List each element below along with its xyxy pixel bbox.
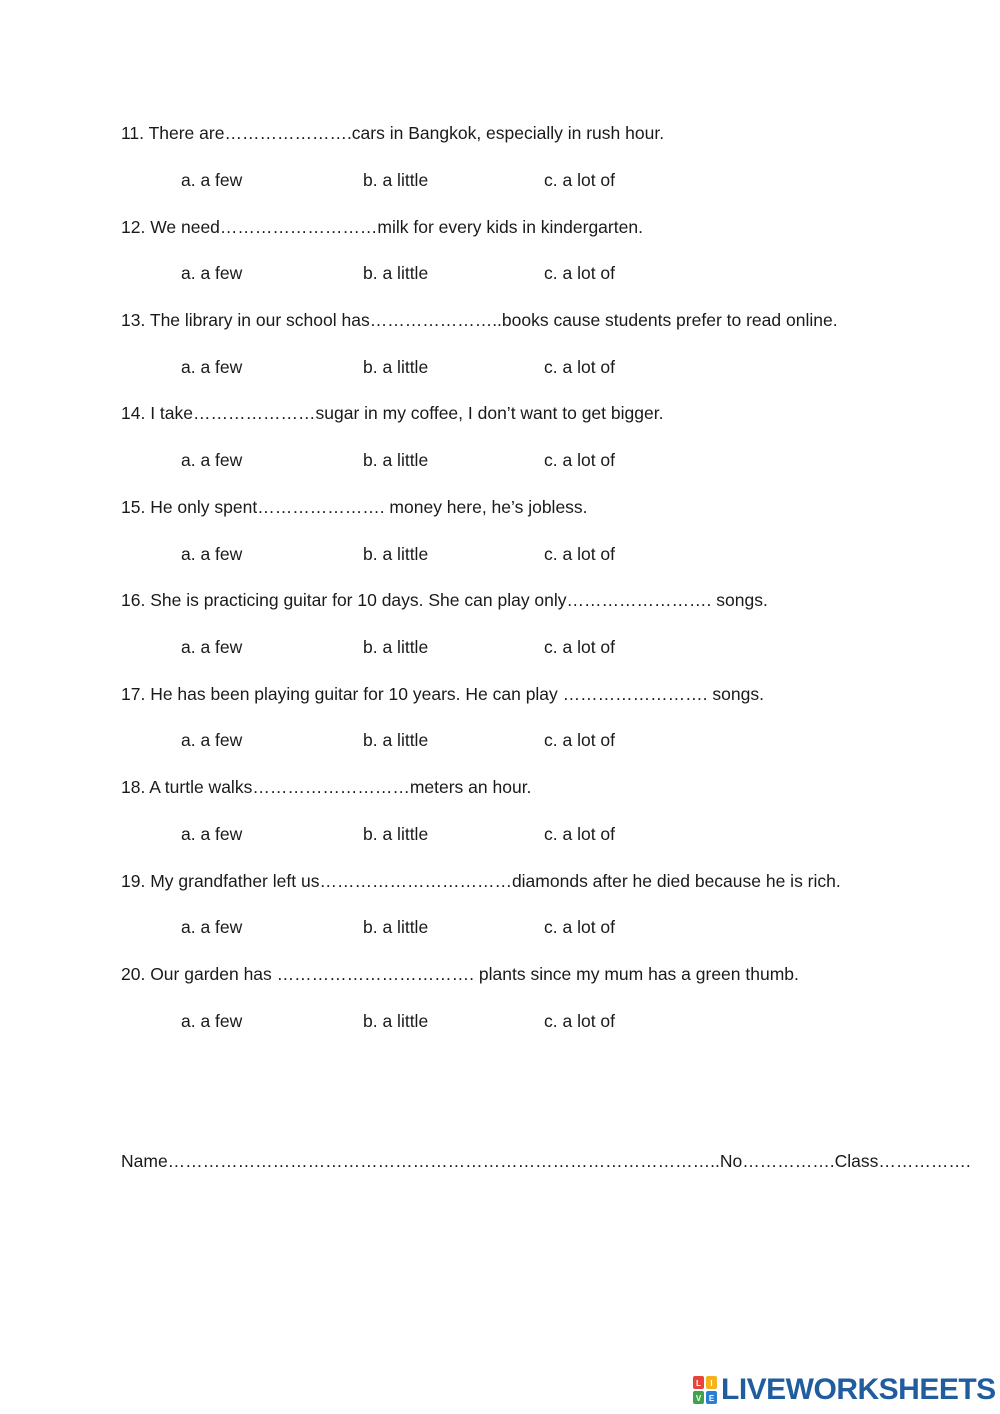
option-b: b. a little bbox=[363, 1011, 429, 1031]
question-17: 17. He has been playing guitar for 10 years. He can play ……………………. songs. bbox=[121, 684, 764, 704]
option-c: c. a lot of bbox=[544, 917, 616, 937]
option-c: c. a lot of bbox=[544, 357, 616, 377]
option-c: c. a lot of bbox=[544, 730, 616, 750]
option-c: c. a lot of bbox=[544, 263, 616, 283]
liveworksheets-logo-icon bbox=[693, 1376, 717, 1404]
question-11: 11. There are………………….cars in Bangkok, especially in rush hour. bbox=[121, 123, 665, 143]
svg-text:L: L bbox=[696, 1379, 701, 1388]
option-c: c. a lot of bbox=[544, 170, 616, 190]
svg-text:V: V bbox=[695, 1394, 702, 1403]
option-a: a. a few bbox=[181, 170, 243, 190]
option-a: a. a few bbox=[181, 824, 243, 844]
name-no-class-line: Name…………………………………………………………………………………..No…………….Class……………. bbox=[121, 1151, 971, 1171]
liveworksheets-brand bbox=[693, 1372, 996, 1408]
option-a: a. a few bbox=[181, 730, 243, 750]
question-14: 14. I take…………………sugar in my coffee, I don’t want to get bigger. bbox=[121, 403, 664, 423]
option-b: b. a little bbox=[363, 450, 429, 470]
svg-text:I: I bbox=[710, 1379, 713, 1388]
question-16: 16. She is practicing guitar for 10 days. She can play only……………………. songs. bbox=[121, 590, 768, 610]
option-b: b. a little bbox=[363, 637, 429, 657]
option-a: a. a few bbox=[181, 450, 243, 470]
option-c: c. a lot of bbox=[544, 637, 616, 657]
option-a: a. a few bbox=[181, 263, 243, 283]
option-a: a. a few bbox=[181, 357, 243, 377]
option-a: a. a few bbox=[181, 637, 243, 657]
option-b: b. a little bbox=[363, 544, 429, 564]
question-19: 19. My grandfather left us……………………………diamonds after he died because he is rich. bbox=[121, 871, 841, 891]
option-a: a. a few bbox=[181, 1011, 243, 1031]
option-b: b. a little bbox=[363, 357, 429, 377]
option-a: a. a few bbox=[181, 544, 243, 564]
option-b: b. a little bbox=[363, 824, 429, 844]
question-12: 12. We need………………………milk for every kids in kindergarten. bbox=[121, 217, 643, 237]
option-b: b. a little bbox=[363, 170, 429, 190]
option-b: b. a little bbox=[363, 730, 429, 750]
option-c: c. a lot of bbox=[544, 824, 616, 844]
svg-text:E: E bbox=[708, 1394, 715, 1403]
option-c: c. a lot of bbox=[544, 1011, 616, 1031]
option-b: b. a little bbox=[363, 917, 429, 937]
question-20: 20. Our garden has ……………………………. plants since my mum has a green thumb. bbox=[121, 964, 799, 984]
option-c: c. a lot of bbox=[544, 544, 616, 564]
option-a: a. a few bbox=[181, 917, 243, 937]
question-13: 13. The library in our school has…………………..books cause students prefer to read online. bbox=[121, 310, 838, 330]
question-15: 15. He only spent…………………. money here, he’s jobless. bbox=[121, 497, 588, 517]
brand-name: LIVEWORKSHEETS bbox=[721, 1373, 996, 1406]
question-18: 18. A turtle walks………………………meters an hour. bbox=[121, 777, 532, 797]
option-c: c. a lot of bbox=[544, 450, 616, 470]
option-b: b. a little bbox=[363, 263, 429, 283]
